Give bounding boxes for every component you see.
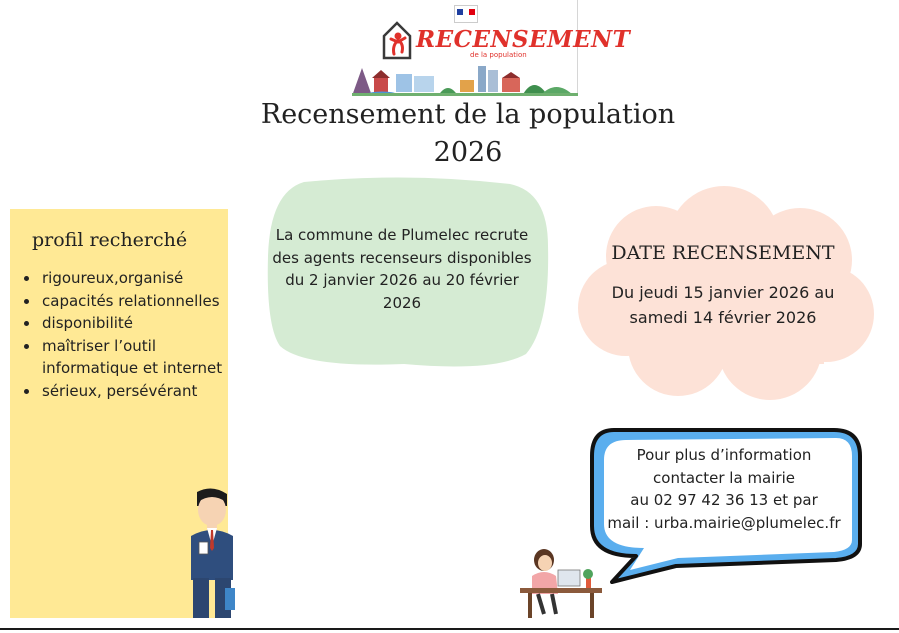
bottom-rule: [0, 628, 899, 630]
businessman-illustration: [185, 488, 239, 620]
contact-email: mail : urba.mairie@plumelec.fr: [607, 513, 841, 532]
date-text: Du jeudi 15 janvier 2026 au samedi 14 février 2026: [611, 283, 835, 327]
profile-heading: profil recherché: [32, 229, 188, 251]
contact-line: contacter la mairie: [653, 468, 795, 487]
contact-text: [598, 444, 850, 534]
page-title: [250, 96, 686, 172]
date-heading: DATE RECENSEMENT: [611, 242, 835, 264]
profile-item: • capacités relationnelles: [40, 290, 225, 313]
page-title-year: 2026: [433, 137, 503, 168]
profile-item: • maîtriser l’outil informatique et internet: [40, 335, 225, 380]
woman-at-desk-illustration: [518, 548, 606, 620]
logo-brand: RECENSEMENT: [416, 26, 631, 53]
profile-item: • sérieux, persévérant: [40, 380, 225, 403]
logo-brand-sub: de la population: [470, 51, 527, 59]
census-logo: [352, 0, 631, 96]
contact-phone: au 02 97 42 36 13 et par: [630, 491, 818, 509]
town-skyline-illustration: [352, 60, 578, 96]
republic-flag-icon: [454, 5, 478, 23]
house-person-icon: [382, 20, 412, 60]
recruit-text: La commune de Plumelec recrute des agents recenseurs disponibles du 2 janvier 2026 au 20 février 2026: [272, 226, 532, 312]
contact-line: Pour plus d’information: [636, 446, 812, 464]
profile-item: • rigoureux,organisé: [40, 267, 225, 290]
profile-item: • disponibilité: [40, 312, 225, 335]
page-title-line1: Recensement de la population: [260, 99, 676, 130]
profile-list: [22, 267, 225, 402]
